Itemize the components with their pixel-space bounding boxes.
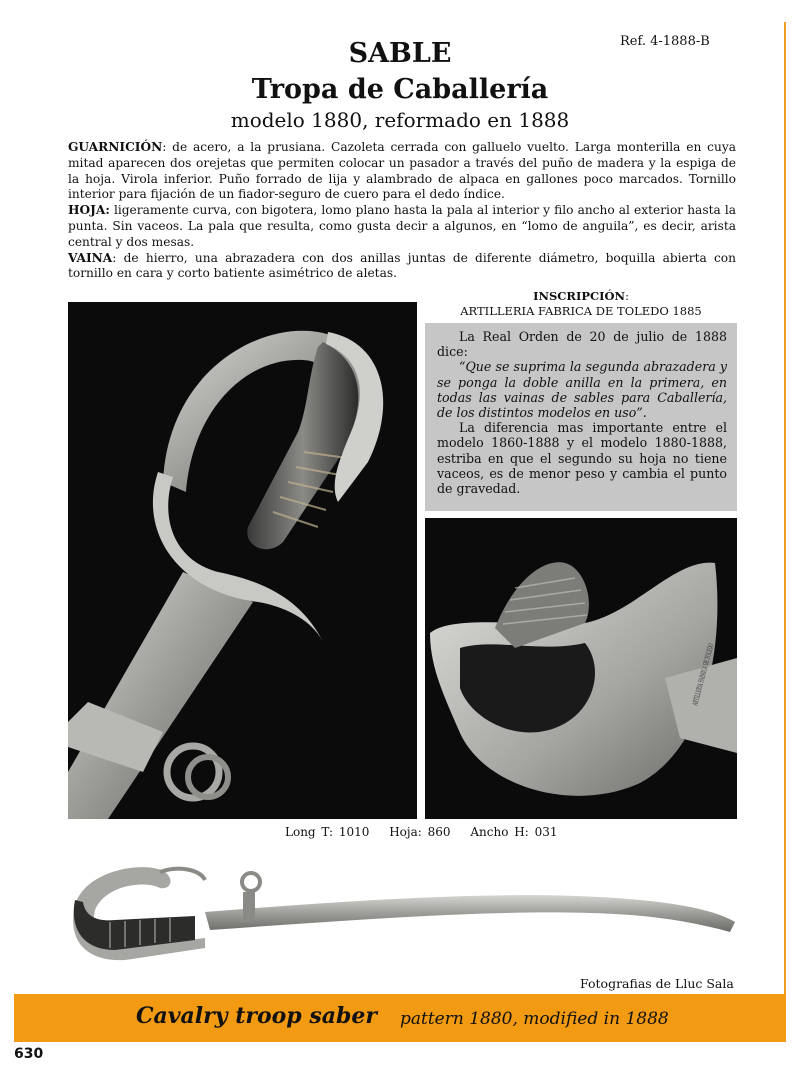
hoja-label: HOJA: [68,203,110,218]
photo-credit: Fotografias de Lluc Sala [580,976,734,991]
dimensions [285,825,571,839]
vaina-text: : de hierro, una abrazadera con dos anillas juntas de diferente diámetro, boquilla abierta con tornillo en cara y corto batiente asimétrico de aletas. [68,250,736,281]
page-subtitle: modelo 1880, reformado en 1888 [230,108,570,132]
banner-title: Cavalry troop saber [136,1003,377,1029]
dimension-blade: Hoja: 860 [389,825,451,839]
description-block [68,140,736,282]
guarnicion-label: GUARNICIÓN [68,140,163,154]
page-title: SABLE [348,38,452,69]
full-saber-photo [55,850,745,965]
vaina-label: VAINA [68,250,113,265]
page-number: 630 [14,1046,44,1062]
page-frame-line [784,22,786,1042]
hilt-photo [68,302,417,819]
note-intro: La Real Orden de 20 de julio de 1888 dice: [437,329,727,360]
banner-subtitle: pattern 1880, modified in 1888 [400,1009,669,1029]
inscription-text: ARTILLERIA FABRICA DE TOLEDO 1885 [460,304,702,318]
note-quote: “Que se suprima la segunda abrazadera y se ponga la doble anilla en la primera, en todas las vainas de sables para Caballería, de los distintos modelos en uso”. [437,359,727,421]
inscription-label: INSCRIPCIÓN: [533,289,629,303]
note-body: La diferencia mas importante entre el modelo 1860-1888 y el modelo 1880-1888, estriba en que el segundo su hoja no tiene vaceos, es de menor peso y cambia el punto de gravedad. [437,420,727,497]
page-title-line2: Tropa de Caballería [251,74,549,105]
photo-inscription: ARTILLERIA FABRICA DE TOLEDO [691,581,732,707]
guard-photo [425,518,737,819]
dimension-length: Long T: 1010 [285,825,370,839]
guarnicion-text: : de acero, a la prusiana. Cazoleta cerrada con galluelo vuelto. Larga monterilla en cuya mitad aparecen dos orejetas que permiten colocar un pasador a través del puño de madera y la espiga de la hoja. Virola inferior. Puño forrado de lija y alambrado de alpaca en gallones poco marcados. Tornillo interior para fijación de un fiador-seguro de cuero para el dedo índice. [68,140,736,202]
historical-note-box [425,323,737,511]
dimension-width: Ancho H: 031 [470,825,558,839]
hoja-text: ligeramente curva, con bigotera, lomo plano hasta la pala al interior y filo ancho al exterior hasta la punta. Sin vaceos. La pala que resulta, como gusta decir a algunos, en “lomo de anguila”, es decir, arista central y dos mesas. [68,203,736,249]
reference-code: Ref. 4-1888-B [620,34,710,49]
